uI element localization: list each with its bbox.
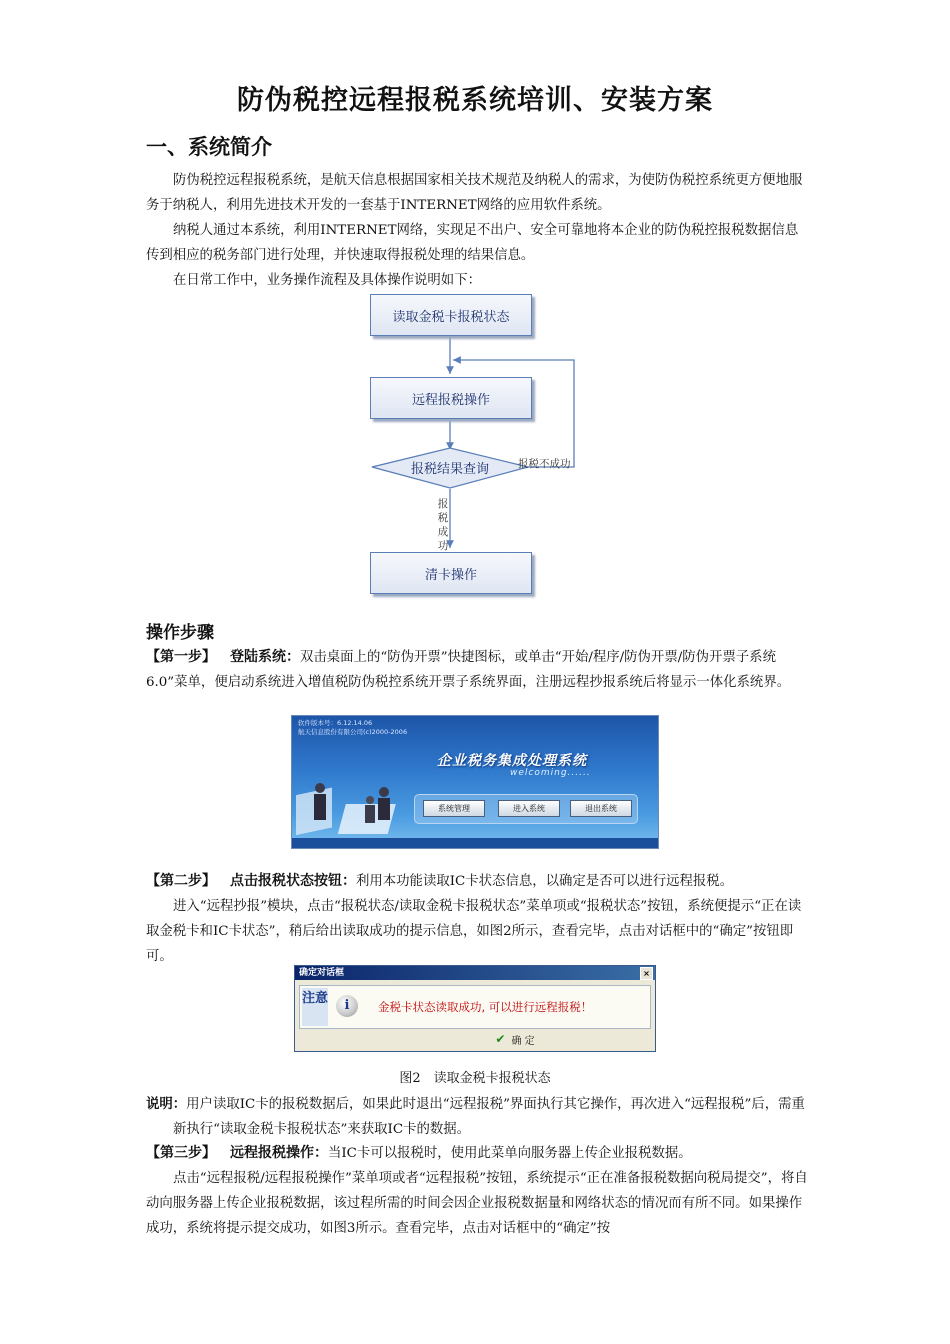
flow-decision-query: 报税结果查询 [410, 461, 489, 477]
enter-system-button[interactable]: 进入系统 [498, 800, 560, 817]
note-label: 说明： [146, 1097, 187, 1112]
system-manage-button[interactable]: 系统管理 [423, 800, 485, 817]
step-1-text: 双击桌面上的“防伪开票”快捷图标，或单击“开始/程序/防伪开票/防伪开票子系统6.0”菜单，便启动系统进入增值税防伪税控系统开票子系统界面，注册远程抄报系统后将显示一体化系统界。 [146, 650, 791, 690]
step-1 [146, 645, 808, 695]
step-1-name: 登陆系统： [230, 649, 300, 665]
flow-box-read-status: 读取金税卡报税状态 [370, 294, 532, 336]
figure-caption: 图2 读取金税卡报税状态 [399, 1071, 551, 1086]
flow-box-remote-report: 远程报税操作 [370, 377, 532, 419]
system-name: 企业税务集成处理系统 [437, 753, 587, 769]
step-3-name: 远程报税操作： [230, 1145, 328, 1161]
steps-heading: 操作步骤 [146, 623, 214, 643]
intro-paragraph-1: 防伪税控远程报税系统，是航天信息根据国家相关技术规范及纳税人的需求，为使防伪税控系统更方便地服务于纳税人，利用先进技术开发的一套基于INTERNET网络的应用软件系统。 [146, 173, 803, 213]
step-3-paragraph: 点击“远程报税/远程报税操作”菜单项或者“远程报税”按钮，系统提示“正在准备报税数据向税局提交”，将自动向服务器上传企业报税数据，该过程所需的时间会因企业报税数据量和网络状态的情况而有所不同。如果操作成功，系统将提示提交成功，如图3所示。查看完毕，点击对话框中的“确定”按 [146, 1171, 808, 1236]
note-text: 用户读取IC卡的报税数据后，如果此时退出“远程报税”界面执行其它操作，再次进入“远程报税”后，需重新执行“读取金税卡报税状态”来获取IC卡的数据。 [173, 1097, 805, 1137]
step-2-paragraph: 进入“远程抄报”模块，点击“报税状态/读取金税卡报税状态”菜单项或“报税状态”按钮，系统便提示“正在读取金税卡和IC卡状态”，稍后给出读取成功的提示信息，如图2所示，查看完毕，点击对话框中的“确定”按钮即可。 [146, 899, 802, 964]
flow-label-success [437, 497, 449, 553]
close-icon[interactable]: × [640, 967, 653, 980]
step-2 [146, 869, 808, 894]
dialog-title: 确定对话框 [299, 968, 345, 978]
dialog-titlebar [295, 966, 655, 980]
step-1-number: 【第一步】 [146, 649, 216, 665]
dialog-body [299, 985, 651, 1029]
welcome-text: welcoming...... [510, 768, 591, 778]
section-heading-intro: 一、系统简介 [146, 135, 272, 159]
business-people-image [292, 766, 412, 838]
exit-system-button[interactable]: 退出系统 [570, 800, 632, 817]
confirm-dialog [294, 965, 656, 1052]
dialog-message: 金税卡状态读取成功, 可以进行远程报税！ [378, 1000, 593, 1014]
dialog-side-label: 注意 [302, 988, 328, 1026]
step-2-number: 【第二步】 [146, 873, 216, 889]
document-title: 防伪税控远程报税系统培训、安装方案 [237, 85, 713, 116]
version-info [298, 719, 407, 737]
flow-box-clear-card: 清卡操作 [370, 552, 532, 594]
login-screenshot [291, 715, 659, 849]
flow-label-success-char: 税 [437, 512, 449, 524]
info-icon: i [336, 995, 358, 1017]
intro-paragraph-3: 在日常工作中，业务操作流程及具体操作说明如下： [173, 273, 481, 288]
version-line-2: 航天信息股份有限公司(c)2000-2006 [298, 728, 408, 736]
flow-label-fail: 报税不成功 [518, 458, 571, 470]
intro-paragraph-2: 纳税人通过本系统，利用INTERNET网络，实现足不出户、安全可靠地将本企业的防伪税控报税数据信息传到相应的税务部门进行处理，并快速取得报税处理的结果信息。 [146, 223, 799, 263]
step-3 [146, 1141, 808, 1166]
version-line-1: 软件版本号：6.12.14.06 [298, 719, 373, 727]
check-icon: ✔ [495, 1032, 506, 1046]
step-3-text: 当IC卡可以报税时，使用此菜单向服务器上传企业报税数据。 [328, 1146, 692, 1161]
step-3-number: 【第三步】 [146, 1145, 216, 1161]
step-2-name: 点击报税状态按钮： [230, 873, 356, 889]
step-2-text: 利用本功能读取IC卡状态信息，以确定是否可以进行远程报税。 [356, 874, 734, 889]
flow-label-success-char: 报 [437, 498, 449, 510]
status-bar [292, 838, 658, 848]
ok-button[interactable] [485, 1031, 545, 1047]
note [146, 1092, 808, 1142]
flow-label-success-char: 成 [437, 526, 449, 538]
flow-label-success-char: 功 [437, 540, 449, 552]
ok-button-label: 确 定 [511, 1035, 535, 1047]
